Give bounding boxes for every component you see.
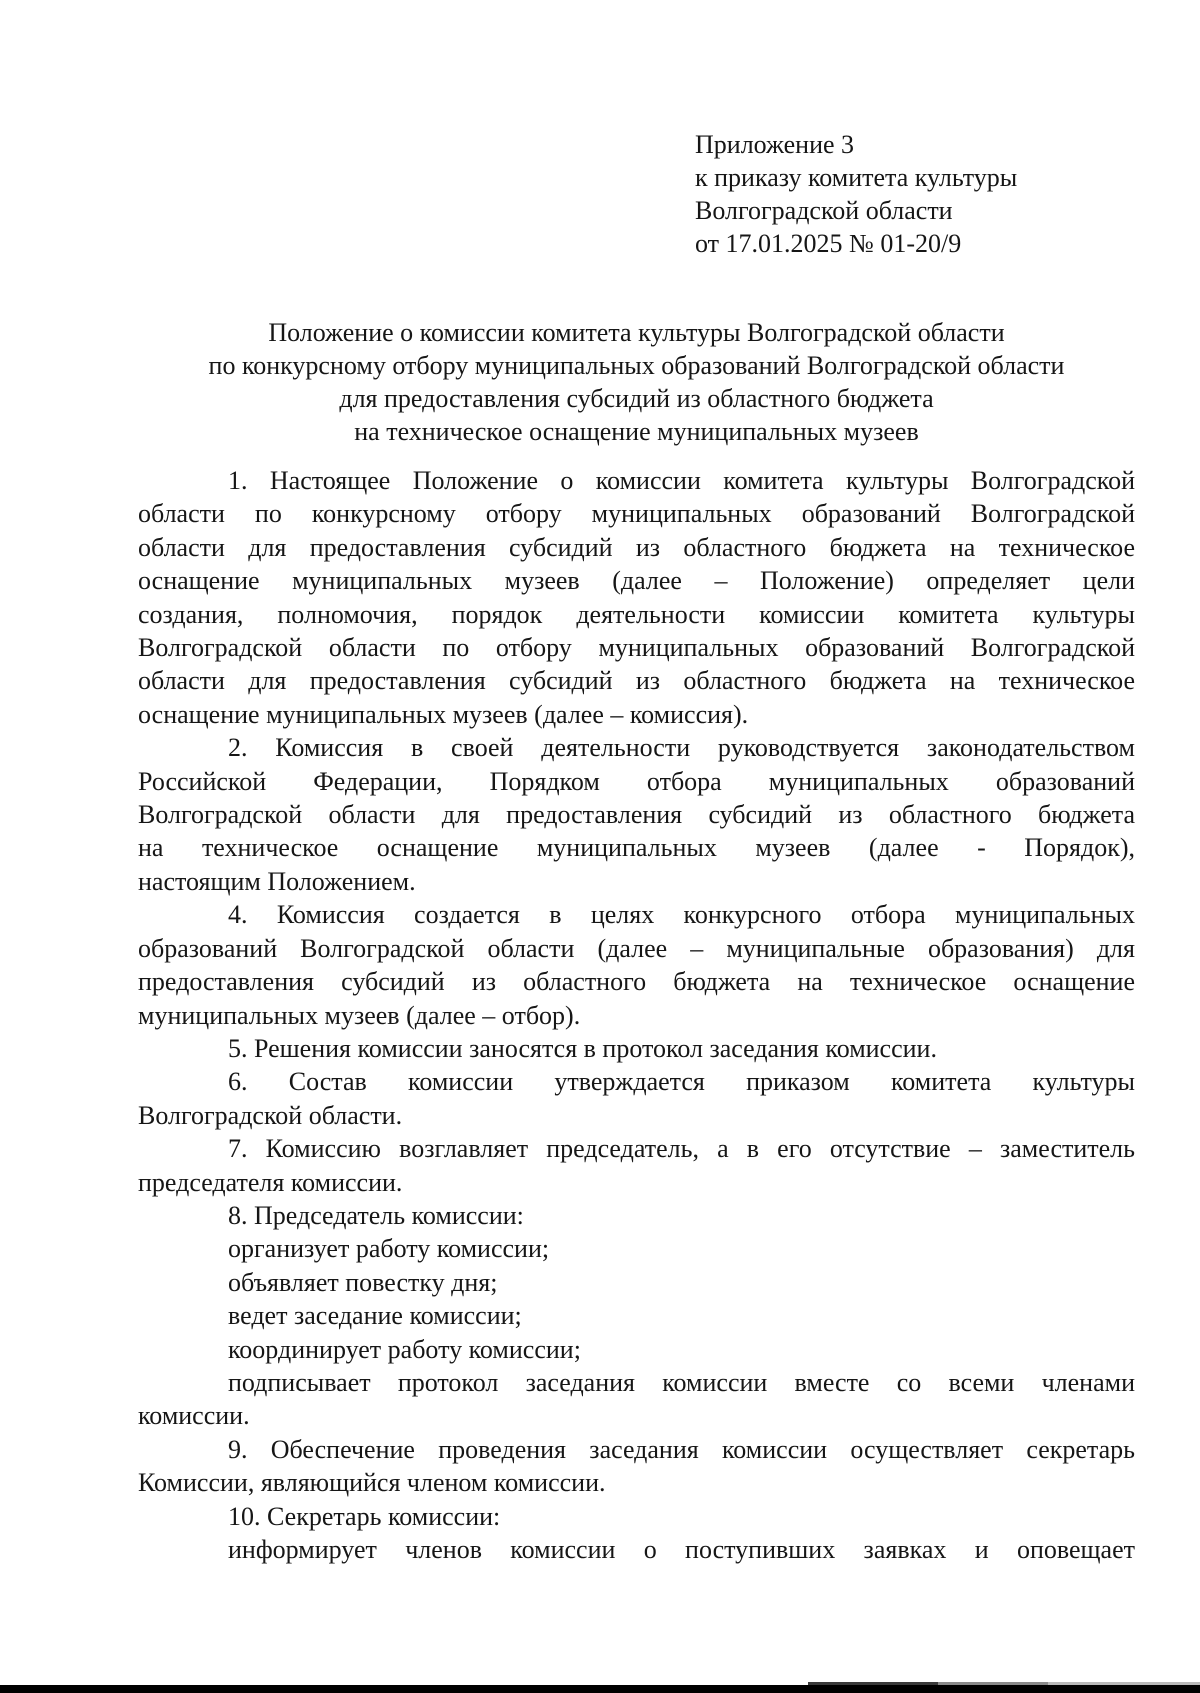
text-line: от 17.01.2025 № 01-20/9 bbox=[695, 229, 962, 258]
text-line: 10. Секретарь комиссии: bbox=[228, 1501, 501, 1531]
document-title bbox=[138, 316, 1135, 448]
text-line: муниципальных музеев (далее – отбор). bbox=[138, 1000, 581, 1030]
paragraph bbox=[138, 464, 1135, 731]
text-line: 8. Председатель комиссии: bbox=[228, 1200, 524, 1230]
paragraph bbox=[138, 898, 1135, 1032]
text-line: для предоставления субсидий из областного бюджета bbox=[339, 384, 934, 413]
text-line: предоставления субсидий из областного бюджета на техническое оснащение bbox=[138, 967, 1135, 997]
text-line: оснащение муниципальных музеев (далее – комиссия). bbox=[138, 699, 749, 729]
text-line: ведет заседание комиссии; bbox=[228, 1301, 522, 1331]
text-line: 2. Комиссия в своей деятельности руководствуется законодательством bbox=[228, 733, 1135, 763]
paragraph bbox=[138, 1065, 1135, 1132]
scan-bar-main bbox=[0, 1685, 1200, 1693]
text-line: Российской Федерации, Порядком отбора муниципальных образований bbox=[138, 766, 1135, 796]
text-line: к приказу комитета культуры bbox=[695, 163, 1018, 192]
scan-artifact-bottom bbox=[0, 1679, 1200, 1693]
paragraph bbox=[138, 1333, 1135, 1366]
paragraph bbox=[138, 731, 1135, 898]
paragraph bbox=[138, 1032, 1135, 1065]
text-line: создания, полномочия, порядок деятельности комиссии комитета культуры bbox=[138, 599, 1135, 629]
text-line: Положение о комиссии комитета культуры Волгоградской области bbox=[268, 318, 1005, 347]
appendix-header bbox=[695, 128, 1017, 260]
text-line: Волгоградской области по отбору муниципальных образований Волгоградской bbox=[138, 633, 1135, 663]
text-line: 6. Состав комиссии утверждается приказом комитета культуры bbox=[228, 1067, 1135, 1097]
paragraph bbox=[138, 1132, 1135, 1199]
text-line: комиссии. bbox=[138, 1401, 250, 1431]
paragraph bbox=[138, 1366, 1135, 1433]
paragraph bbox=[138, 1232, 1135, 1265]
text-line: Волгоградской области для предоставления субсидий из областного бюджета bbox=[138, 800, 1135, 830]
text-line: 7. Комиссию возглавляет председатель, а в его отсутствие – заместитель bbox=[228, 1134, 1135, 1164]
paragraph bbox=[138, 1500, 1135, 1533]
text-line: области для предоставления субсидий из областного бюджета на техническое bbox=[138, 532, 1135, 562]
text-line: информирует членов комиссии о поступивших заявках и оповещает bbox=[228, 1535, 1135, 1564]
text-line: подписывает протокол заседания комиссии вместе со всеми членами bbox=[228, 1367, 1135, 1397]
paragraph bbox=[138, 1299, 1135, 1332]
text-line: области для предоставления субсидий из областного бюджета на техническое bbox=[138, 666, 1135, 696]
text-line: области по конкурсному отбору муниципальных образований Волгоградской bbox=[138, 499, 1135, 529]
text-line: Волгоградской области. bbox=[138, 1100, 403, 1130]
text-line: 4. Комиссия создается в целях конкурсного отбора муниципальных bbox=[228, 900, 1135, 930]
text-line: по конкурсному отбору муниципальных образований Волгоградской области bbox=[208, 351, 1065, 380]
text-line: 1. Настоящее Положение о комиссии комитета культуры Волгоградской bbox=[228, 466, 1135, 495]
text-line: на техническое оснащение муниципальных музеев bbox=[354, 417, 919, 446]
text-line: Приложение 3 bbox=[695, 130, 855, 159]
text-line: настоящим Положением. bbox=[138, 866, 416, 896]
text-line: 5. Решения комиссии заносятся в протокол заседания комиссии. bbox=[228, 1033, 937, 1063]
paragraph bbox=[138, 1433, 1135, 1500]
paragraph bbox=[138, 1533, 1135, 1566]
text-line: организует работу комиссии; bbox=[228, 1234, 550, 1264]
text-line: на техническое оснащение муниципальных музеев (далее - Порядок), bbox=[138, 833, 1135, 863]
text-line: объявляет повестку дня; bbox=[228, 1267, 498, 1297]
text-line: оснащение муниципальных музеев (далее – Положение) определяет цели bbox=[138, 566, 1135, 596]
text-line: Комиссии, являющийся членом комиссии. bbox=[138, 1468, 606, 1498]
paragraph bbox=[138, 1266, 1135, 1299]
text-line: 9. Обеспечение проведения заседания комиссии осуществляет секретарь bbox=[228, 1434, 1135, 1464]
document-body bbox=[138, 464, 1135, 1566]
text-line: образований Волгоградской области (далее – муниципальные образования) для bbox=[138, 933, 1135, 963]
text-line: председателя комиссии. bbox=[138, 1167, 403, 1197]
text-line: Волгоградской области bbox=[695, 196, 953, 225]
text-line: координирует работу комиссии; bbox=[228, 1334, 581, 1364]
paragraph bbox=[138, 1199, 1135, 1232]
